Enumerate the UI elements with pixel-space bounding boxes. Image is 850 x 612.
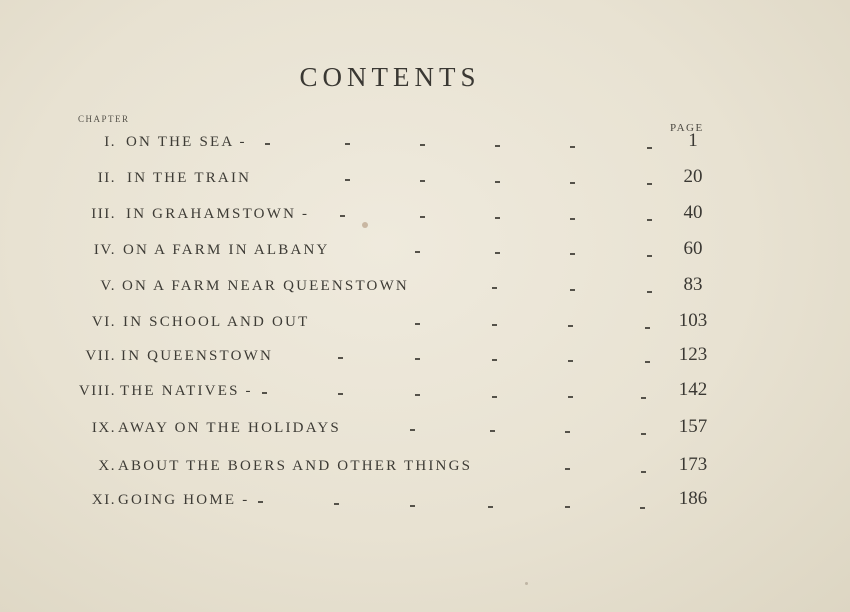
leader-dash <box>492 324 497 326</box>
leader-dash <box>420 180 425 182</box>
chapter-number: VII. <box>85 348 116 364</box>
leader-dash <box>338 393 343 395</box>
leader-dash <box>415 323 420 325</box>
chapter-number: XI. <box>91 492 116 508</box>
dot-leader <box>0 458 850 488</box>
chapter-title: GOING HOME - <box>118 492 250 508</box>
chapter-title: ON THE SEA - <box>126 134 247 150</box>
toc-row <box>0 166 850 200</box>
leader-dash <box>340 215 345 217</box>
page-number: 123 <box>678 344 708 365</box>
leader-dash <box>420 216 425 218</box>
leader-dash <box>410 429 415 431</box>
leader-dash <box>338 357 343 359</box>
chapter-number: IX. <box>91 420 116 436</box>
paper-stain <box>362 222 368 228</box>
leader-dash <box>647 183 652 185</box>
leader-dash <box>568 396 573 398</box>
leader-dash <box>641 433 646 435</box>
dot-leader <box>0 492 850 522</box>
chapter-title: ABOUT THE BOERS AND OTHER THINGS <box>118 458 473 474</box>
dot-leader <box>0 314 850 344</box>
chapter-number: X. <box>98 458 116 474</box>
chapter-number: I. <box>104 134 116 150</box>
leader-dash <box>647 147 652 149</box>
leader-dash <box>570 182 575 184</box>
page-number: 186 <box>678 488 708 509</box>
leader-dash <box>641 397 646 399</box>
leader-dash <box>565 468 570 470</box>
chapter-number: IV. <box>93 242 116 258</box>
leader-dash <box>570 146 575 148</box>
leader-dash <box>258 501 263 503</box>
leader-dash <box>568 325 573 327</box>
leader-dash <box>334 503 339 505</box>
page-column-label: PAGE <box>670 122 704 134</box>
leader-dash <box>410 505 415 507</box>
leader-dash <box>647 219 652 221</box>
leader-dash <box>640 507 645 509</box>
dot-leader <box>0 383 850 413</box>
leader-dash <box>345 143 350 145</box>
dot-leader <box>0 134 850 164</box>
leader-dash <box>265 143 270 145</box>
toc-row <box>0 274 850 308</box>
toc-row <box>0 238 850 272</box>
toc-row <box>0 202 850 236</box>
leader-dash <box>495 217 500 219</box>
page-number: 1 <box>688 130 698 151</box>
leader-dash <box>492 359 497 361</box>
leader-dash <box>415 251 420 253</box>
chapter-title: AWAY ON THE HOLIDAYS <box>118 420 341 436</box>
leader-dash <box>570 218 575 220</box>
chapter-title: IN THE TRAIN <box>127 170 252 186</box>
page-number: 173 <box>678 454 708 475</box>
leader-dash <box>495 145 500 147</box>
leader-dash <box>570 253 575 255</box>
dot-leader <box>0 348 850 378</box>
page-number: 20 <box>683 166 703 187</box>
chapter-number: II. <box>97 170 116 186</box>
dot-leader <box>0 420 850 450</box>
leader-dash <box>488 506 493 508</box>
page-number: 103 <box>678 310 708 331</box>
contents-heading: CONTENTS <box>299 62 481 92</box>
chapter-number: VI. <box>91 314 116 330</box>
leader-dash <box>645 327 650 329</box>
chapter-title: IN SCHOOL AND OUT <box>123 314 310 330</box>
toc-row <box>0 344 850 378</box>
chapter-title: ON A FARM IN ALBANY <box>123 242 330 258</box>
page-number: 142 <box>678 379 708 400</box>
toc-row <box>0 488 850 522</box>
leader-dash <box>420 144 425 146</box>
leader-dash <box>570 289 575 291</box>
leader-dash <box>568 360 573 362</box>
leader-dash <box>492 287 497 289</box>
chapter-title: ON A FARM NEAR QUEENSTOWN <box>122 278 409 294</box>
chapter-number: III. <box>91 206 116 222</box>
leader-dash <box>415 394 420 396</box>
toc-row <box>0 310 850 344</box>
page-number: 157 <box>678 416 708 437</box>
page-number: 83 <box>683 274 703 295</box>
dot-leader <box>0 170 850 200</box>
dot-leader <box>0 242 850 272</box>
leader-dash <box>490 430 495 432</box>
page-number: 60 <box>683 238 703 259</box>
leader-dash <box>345 179 350 181</box>
dot-leader <box>0 206 850 236</box>
chapter-column-label: CHAPTER <box>78 114 130 124</box>
leader-dash <box>645 361 650 363</box>
leader-dash <box>492 396 497 398</box>
leader-dash <box>495 181 500 183</box>
toc-row <box>0 379 850 413</box>
chapter-number: VIII. <box>78 383 116 399</box>
page-number: 40 <box>683 202 703 223</box>
leader-dash <box>262 392 267 394</box>
leader-dash <box>647 291 652 293</box>
dot-leader <box>0 278 850 308</box>
toc-row <box>0 454 850 488</box>
chapter-title: THE NATIVES - <box>120 383 253 399</box>
leader-dash <box>647 255 652 257</box>
leader-dash <box>565 431 570 433</box>
chapter-title: IN QUEENSTOWN <box>121 348 274 364</box>
leader-dash <box>565 506 570 508</box>
leader-dash <box>415 358 420 360</box>
leader-dash <box>641 471 646 473</box>
chapter-number: V. <box>100 278 116 294</box>
leader-dash <box>495 252 500 254</box>
toc-row <box>0 130 850 164</box>
paper-speck <box>525 582 528 585</box>
chapter-title: IN GRAHAMSTOWN - <box>126 206 310 222</box>
toc-row <box>0 416 850 450</box>
